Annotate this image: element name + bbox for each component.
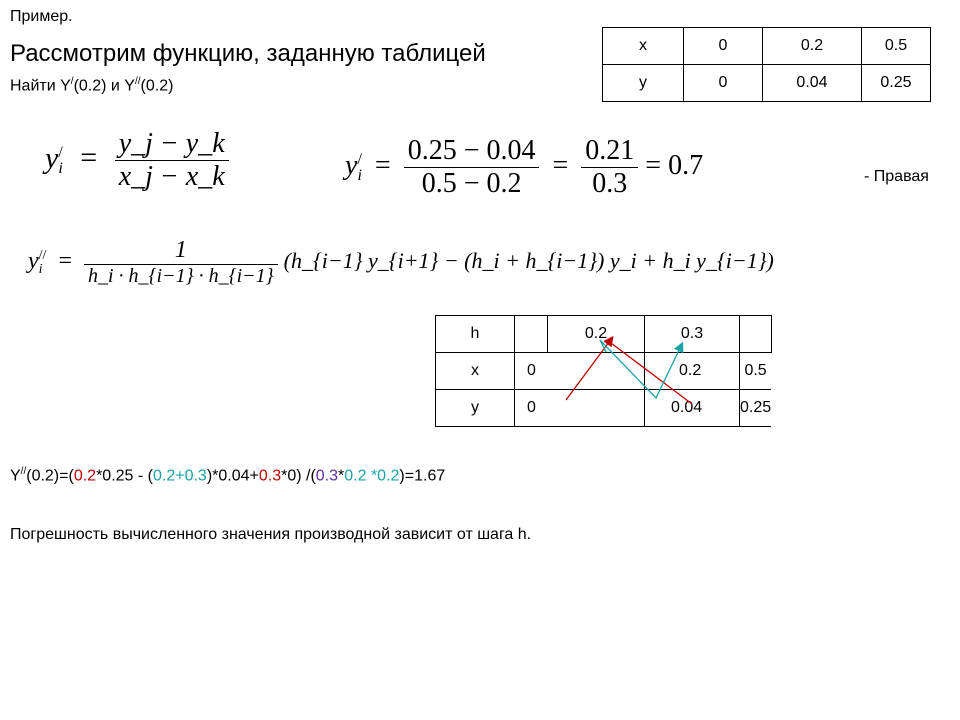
table-cell: 0.2 bbox=[645, 353, 740, 390]
red-arrow-1 bbox=[566, 338, 612, 400]
calc-part: 0.3 bbox=[315, 467, 339, 485]
calc-part: )*0.04+ bbox=[206, 467, 259, 485]
table-cell: 0 bbox=[515, 390, 645, 427]
task-mark-2: // bbox=[134, 76, 141, 87]
formula1-numerator: y_j − y_k bbox=[118, 128, 225, 159]
calc-part: 0.2+0.3 bbox=[152, 467, 207, 485]
formula-numeric: y / i = $\frac{0.25 - 0.04}{0.5 - 0.2}$ = $\frac{0.21}{0.3}$ = 0.7 bbox=[345, 135, 704, 199]
calc-part: // bbox=[20, 466, 27, 477]
table-cell: x bbox=[436, 353, 515, 390]
formula2-denominator: 0.5 − 0.2 bbox=[404, 167, 540, 200]
footer-note: Погрешность вычисленного значения производной зависит от шага h. bbox=[10, 526, 532, 543]
table-cell: 0.5 bbox=[740, 353, 772, 390]
calc-part: 0.2 *0.2 bbox=[344, 467, 400, 485]
task-suffix: (0.2) bbox=[140, 77, 174, 95]
table-cell: y bbox=[603, 65, 684, 102]
table-cell: 0.04 bbox=[645, 390, 740, 427]
formula1-lhs-sub: i bbox=[58, 159, 63, 177]
task-prefix: Найти Y bbox=[10, 77, 71, 95]
formula1-lhs: y bbox=[45, 141, 59, 175]
table-cell: 0.25 bbox=[740, 390, 772, 427]
formula3-numerator: 1 bbox=[174, 237, 187, 263]
formula-derivative-def: y / i = $\frac{y\_j - y\_k}{x\_j - x\_k}$ bbox=[45, 128, 229, 193]
task-mid: (0.2) и Y bbox=[73, 77, 135, 95]
table-cell: h bbox=[436, 316, 515, 353]
calc-part: *0.25 - ( bbox=[96, 467, 153, 485]
table-cell: y bbox=[436, 390, 515, 427]
calc-part: *0) /( bbox=[281, 467, 316, 485]
slide-heading: Рассмотрим функцию, заданную таблицей bbox=[10, 40, 486, 67]
calc-part: * bbox=[338, 467, 345, 485]
calc-part: 0.2 bbox=[73, 467, 97, 485]
table-cell: 0.5 bbox=[862, 28, 931, 65]
formula3-denominator: h_i · h_{i−1} · h_{i−1} bbox=[84, 264, 278, 288]
table-cell: 0 bbox=[684, 65, 763, 102]
table-cell: 0.04 bbox=[763, 65, 862, 102]
formula2-denominator-2: 0.3 bbox=[581, 167, 638, 200]
formula2-numerator-2: 0.21 bbox=[585, 135, 635, 166]
table-cell: 0.2 bbox=[763, 28, 862, 65]
table-cell: 0 bbox=[684, 28, 763, 65]
table-cell: x bbox=[603, 28, 684, 65]
formula-second-derivative: y // i = $\frac{1}{h\_i \cdot h\_\{i-1\} \cdot h\_\{i-1\}}$ (h_{i−1} y_{i+1} − (h_i + h_{i−1}) y_i + h_i y_{i−1}) bbox=[28, 237, 774, 287]
right-derivative-label: - Правая bbox=[864, 168, 929, 185]
calc-line bbox=[10, 466, 445, 485]
formula3-body: (h_{i−1} y_{i+1} − (h_i + h_{i−1}) y_i + h_i y_{i−1}) bbox=[283, 248, 774, 274]
calc-part: Y bbox=[10, 467, 21, 485]
calc-part: 0.3 bbox=[258, 467, 282, 485]
calc-part: (0.2)=( bbox=[26, 467, 74, 485]
table-cell: 0.2 bbox=[548, 316, 645, 353]
formula1-denominator: x_j − x_k bbox=[115, 160, 229, 193]
calc-part: )=1.67 bbox=[399, 467, 446, 485]
table-cell: 0.25 bbox=[862, 65, 931, 102]
example-label: Пример. bbox=[10, 8, 73, 25]
task-mark-1: / bbox=[70, 76, 74, 87]
table-cell: 0 bbox=[515, 353, 645, 390]
formula2-numerator: 0.25 − 0.04 bbox=[407, 135, 536, 166]
teal-arrow bbox=[600, 340, 682, 398]
formula1-lhs-sup: / bbox=[58, 143, 63, 161]
formula2-result: = 0.7 bbox=[645, 149, 704, 181]
table-cell: 0.3 bbox=[645, 316, 740, 353]
